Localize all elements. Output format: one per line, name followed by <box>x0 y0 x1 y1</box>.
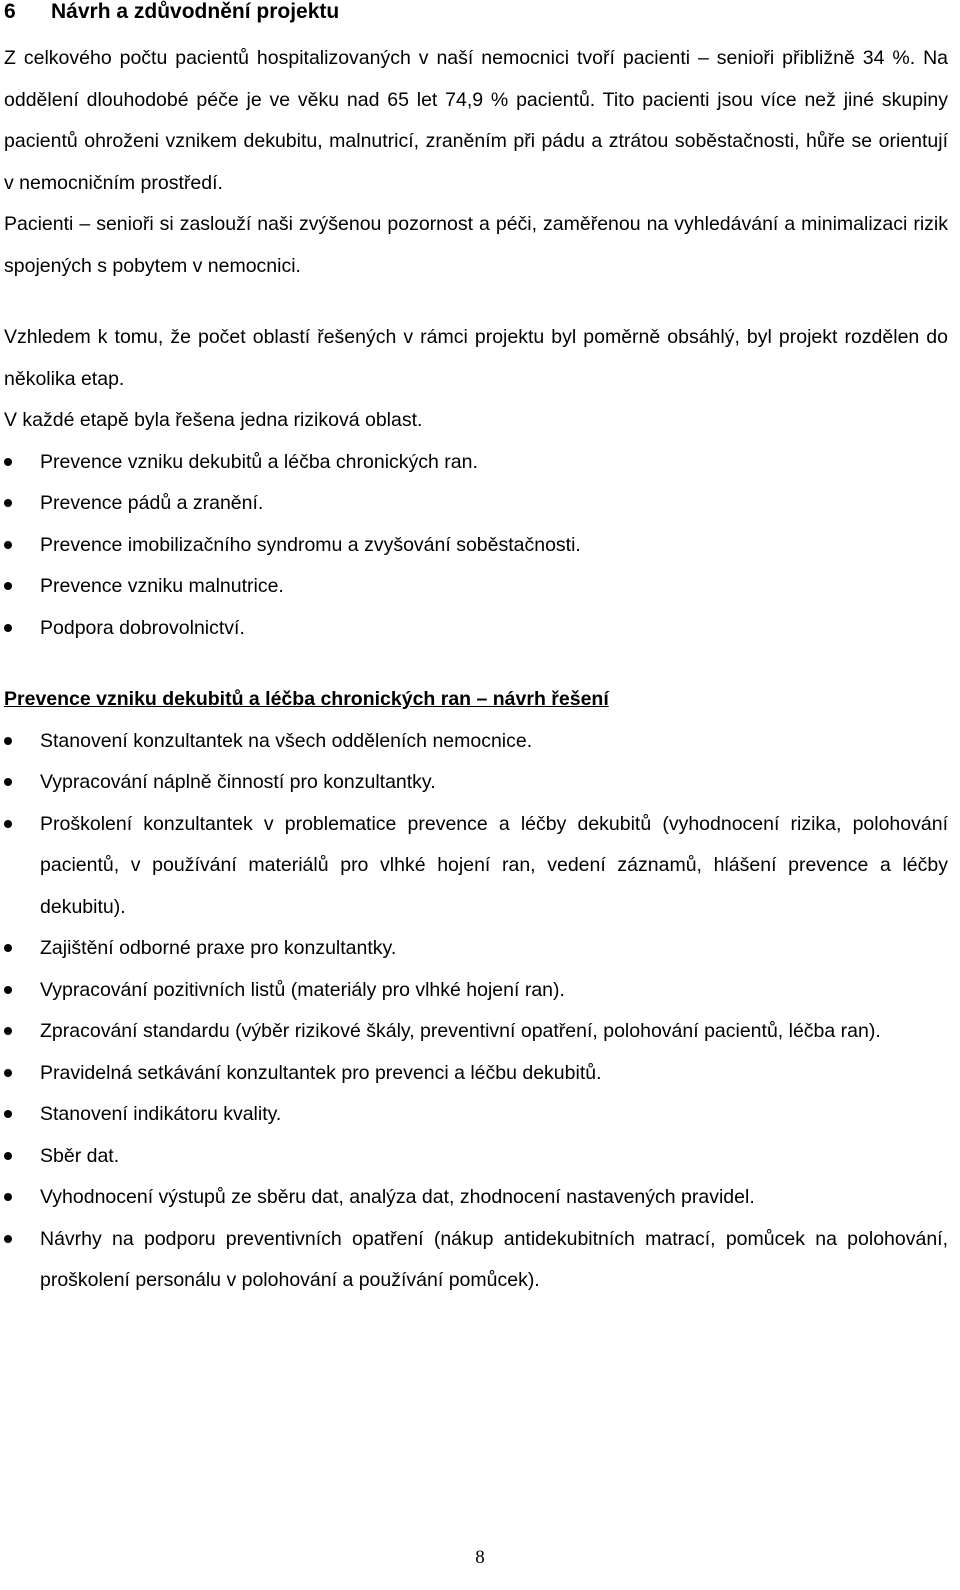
list-item-text: Prevence vzniku malnutrice. <box>40 575 284 597</box>
list-item-text: Zajištění odborné praxe pro konzultantky. <box>40 937 397 959</box>
list-item-text: Sběr dat. <box>40 1144 120 1167</box>
spacer <box>4 649 948 679</box>
document-page <box>4 0 948 1302</box>
list-item-text: Zpracování standardu (výběr rizikové škály, preventivní opatření, polohování pacientů, léčba ran). <box>40 1020 881 1042</box>
list-item <box>4 762 948 804</box>
section-number: 6 <box>4 0 16 23</box>
spacer <box>4 287 948 317</box>
list-item-text: Prevence pádů a zranění. <box>40 492 264 514</box>
list-item <box>4 1177 948 1219</box>
bullet-icon <box>4 820 12 828</box>
list-item <box>4 970 948 1012</box>
bullet-icon <box>4 1193 12 1201</box>
list-item-text: Prevence vzniku dekubitů a léčba chronických ran. <box>40 450 478 473</box>
bullet-icon <box>4 1027 12 1035</box>
subsection-heading: Prevence vzniku dekubitů a léčba chronických ran – návrh řešení <box>4 688 609 710</box>
list-item-text: Proškolení konzultantek v problematice prevence a léčby dekubitů (vyhodnocení rizika, polohování pacientů, v používání materiálů pro vlhké hojení ran, vedení záznamů, hlášení prevence a léčby dekubitu). <box>40 812 948 918</box>
list-item <box>4 1094 948 1136</box>
intro-paragraph-2: Pacienti – senioři si zaslouží naši zvýšenou pozornost a péči, zaměřenou na vyhledávání a minimalizaci rizik spojených s pobytem v nemocnici. <box>4 213 948 277</box>
bullet-icon <box>4 737 12 745</box>
bullet-icon <box>4 1235 12 1243</box>
list-item-text: Vypracování pozitivních listů (materiály pro vlhké hojení ran). <box>40 978 565 1001</box>
list-item-text: Vyhodnocení výstupů ze sběru dat, analýza dat, zhodnocení nastavených pravidel. <box>40 1186 755 1208</box>
list-item-text: Vypracování náplně činností pro konzultantky. <box>40 771 436 793</box>
bullet-icon <box>4 1152 12 1160</box>
intro-paragraph-4: V každé etapě byla řešena jedna riziková oblast. <box>4 409 423 431</box>
list-item <box>4 608 948 650</box>
bullet-icon <box>4 541 12 549</box>
bullet-icon <box>4 458 12 466</box>
bullet-icon <box>4 1069 12 1077</box>
bullet-icon <box>4 499 12 507</box>
bullet-icon <box>4 624 12 632</box>
list-item-text: Návrhy na podporu preventivních opatření (nákup antidekubitních matrací, pomůcek na polohování, proškolení personálu v polohování a používání pomůcek). <box>40 1227 948 1291</box>
intro-paragraph-1: Z celkového počtu pacientů hospitalizovaných v naší nemocnici tvoří pacienti – senioři přibližně 34 %. Na oddělení dlouhodobé péče je ve věku nad 65 let 74,9 % pacientů. Tito pacienti jsou více než jiné skupiny pacientů ohroženi vznikem dekubitu, malnutricí, zraněním při pádu a ztrátou soběstačnosti, hůře se orientují v nemocničním prostředí. <box>4 47 948 194</box>
bullet-icon <box>4 582 12 590</box>
list-item <box>4 483 948 525</box>
risk-areas-list <box>4 442 948 650</box>
section-heading <box>4 0 948 38</box>
list-item <box>4 928 948 970</box>
list-item <box>4 721 948 763</box>
list-item <box>4 442 948 484</box>
bullet-icon <box>4 778 12 786</box>
list-item-text: Prevence imobilizačního syndromu a zvyšování soběstačnosti. <box>40 533 581 556</box>
bullet-icon <box>4 944 12 952</box>
bullet-icon <box>4 986 12 994</box>
section-title: Návrh a zdůvodnění projektu <box>51 0 340 23</box>
list-item-text: Podpora dobrovolnictví. <box>40 616 245 639</box>
list-item <box>4 525 948 567</box>
intro-paragraph-3: Vzhledem k tomu, že počet oblastí řešených v rámci projektu byl poměrně obsáhlý, byl projekt rozdělen do několika etap. <box>4 326 948 390</box>
bullet-icon <box>4 1110 12 1118</box>
list-item <box>4 804 948 929</box>
list-item <box>4 1219 948 1302</box>
list-item-text: Stanovení konzultantek na všech odděleních nemocnice. <box>40 729 533 752</box>
list-item-text: Stanovení indikátoru kvality. <box>40 1103 282 1125</box>
page-number: 8 <box>475 1547 485 1568</box>
list-item <box>4 1053 948 1095</box>
solution-steps-list <box>4 721 948 1302</box>
list-item <box>4 1011 948 1053</box>
list-item <box>4 1136 948 1178</box>
list-item-text: Pravidelná setkávání konzultantek pro prevenci a léčbu dekubitů. <box>40 1061 602 1084</box>
list-item <box>4 566 948 608</box>
